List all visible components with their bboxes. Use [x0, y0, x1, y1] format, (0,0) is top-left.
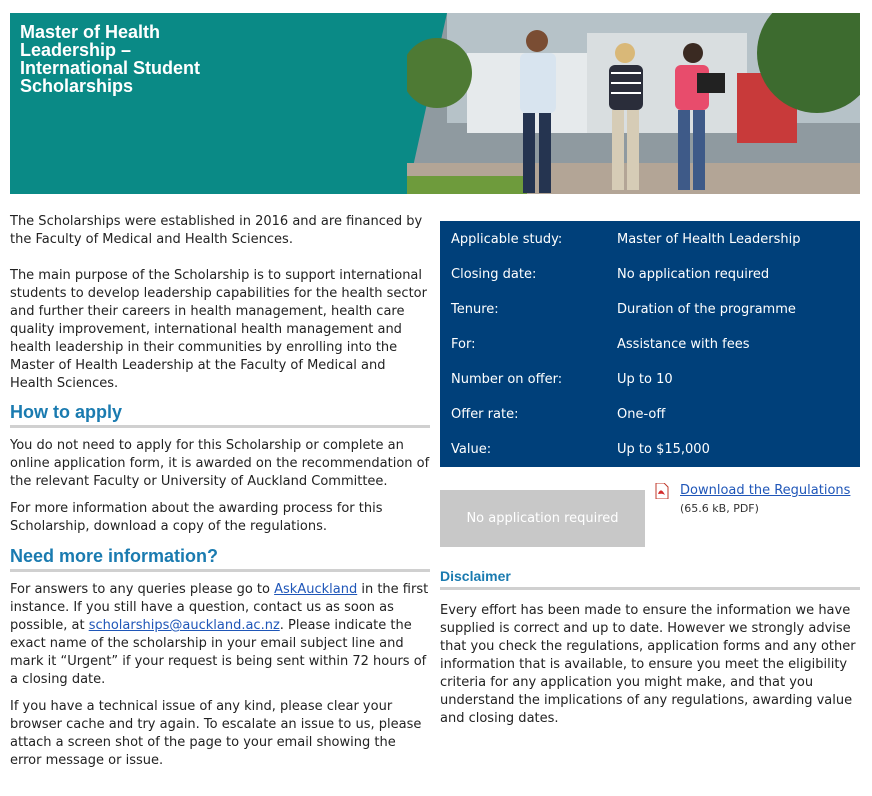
more-info-text: in the first instance. If you still have a question, contact us as soon as possible, at: [10, 582, 429, 633]
sidebar: [440, 221, 860, 726]
details-label: Closing date:: [451, 267, 537, 282]
details-label: Number on offer:: [451, 372, 563, 387]
details-row: [440, 397, 860, 432]
intro-paragraph-1: The Scholarships were established in 2016 and are financed by the Faculty of Medical and Health Sciences.: [10, 214, 423, 247]
more-info-text: For answers to any queries please go to: [10, 582, 275, 597]
disclaimer-heading: Disclaimer: [440, 568, 860, 590]
disclaimer-text: Every effort has been made to ensure the information we have supplied is correct and up to date. However we strongly advise that you check the regulations, application forms and any other information that is available, to ensure you meet the eligibility criteria for any application you might make, and that you understand the implications of any regulations, awarding value and closing dates.: [440, 603, 856, 726]
details-row: [440, 362, 860, 397]
scholarship-details-table: [440, 221, 860, 467]
details-label: For:: [451, 337, 476, 352]
page-title: Master of Health Leadership – International Student Scholarships: [20, 22, 200, 96]
how-to-apply-paragraph-2: For more information about the awarding process for this Scholarship, download a copy of the regulations.: [10, 501, 383, 534]
file-size-label: (65.6 kB, PDF): [680, 502, 759, 515]
details-value: Up to 10: [617, 372, 673, 387]
details-row: [440, 327, 860, 362]
more-info-paragraph-1: [10, 581, 430, 689]
how-to-apply-heading: How to apply: [10, 402, 430, 428]
details-row: [440, 292, 860, 327]
details-row: [440, 257, 860, 292]
ask-auckland-link[interactable]: AskAuckland: [274, 582, 358, 597]
need-more-info-heading: Need more information?: [10, 546, 430, 572]
download-regulations-link[interactable]: Download the Regulations: [680, 483, 851, 498]
details-label: Offer rate:: [451, 407, 519, 422]
pdf-icon: [655, 483, 669, 499]
no-application-required-button[interactable]: No application required: [440, 490, 645, 547]
details-value: Duration of the programme: [617, 302, 796, 317]
hero-banner: [10, 13, 860, 194]
details-label: Tenure:: [451, 302, 499, 317]
details-label: Value:: [451, 442, 492, 457]
details-value: Up to $15,000: [617, 442, 710, 457]
details-row: [440, 222, 860, 257]
details-value: Master of Health Leadership: [617, 232, 801, 247]
hero-students-photo: [407, 13, 860, 194]
details-value: One-off: [617, 407, 666, 422]
details-value: Assistance with fees: [617, 337, 750, 352]
details-value: No application required: [617, 267, 770, 282]
how-to-apply-paragraph-1: You do not need to apply for this Scholarship or complete an online application form, it is awarded on the recommendation of the relevant Faculty or University of Auckland Committee.: [10, 438, 430, 489]
scholarships-email-link[interactable]: scholarships@auckland.ac.nz: [88, 618, 280, 633]
intro-paragraph-2: The main purpose of the Scholarship is to support international students to develop leadership capabilities for the health sector and further their careers in health management, health care quality improvement, international health management and health leadership in their communities by enrolling into the Master of Health Leadership at the Faculty of Medical and Health Sciences.: [10, 268, 427, 391]
more-info-paragraph-2: If you have a technical issue of any kind, please clear your browser cache and try again. To escalate an issue to us, please attach a screen shot of the page to your email showing the error message or issue.: [10, 699, 422, 768]
more-info-text: . Please indicate the exact name of the scholarship in your email subject line and mark it “Urgent” if your request is being sent within 72 hours of a closing date.: [10, 618, 427, 687]
details-label: Applicable study:: [451, 232, 563, 247]
main-content: [10, 213, 430, 770]
details-row: [440, 432, 860, 467]
